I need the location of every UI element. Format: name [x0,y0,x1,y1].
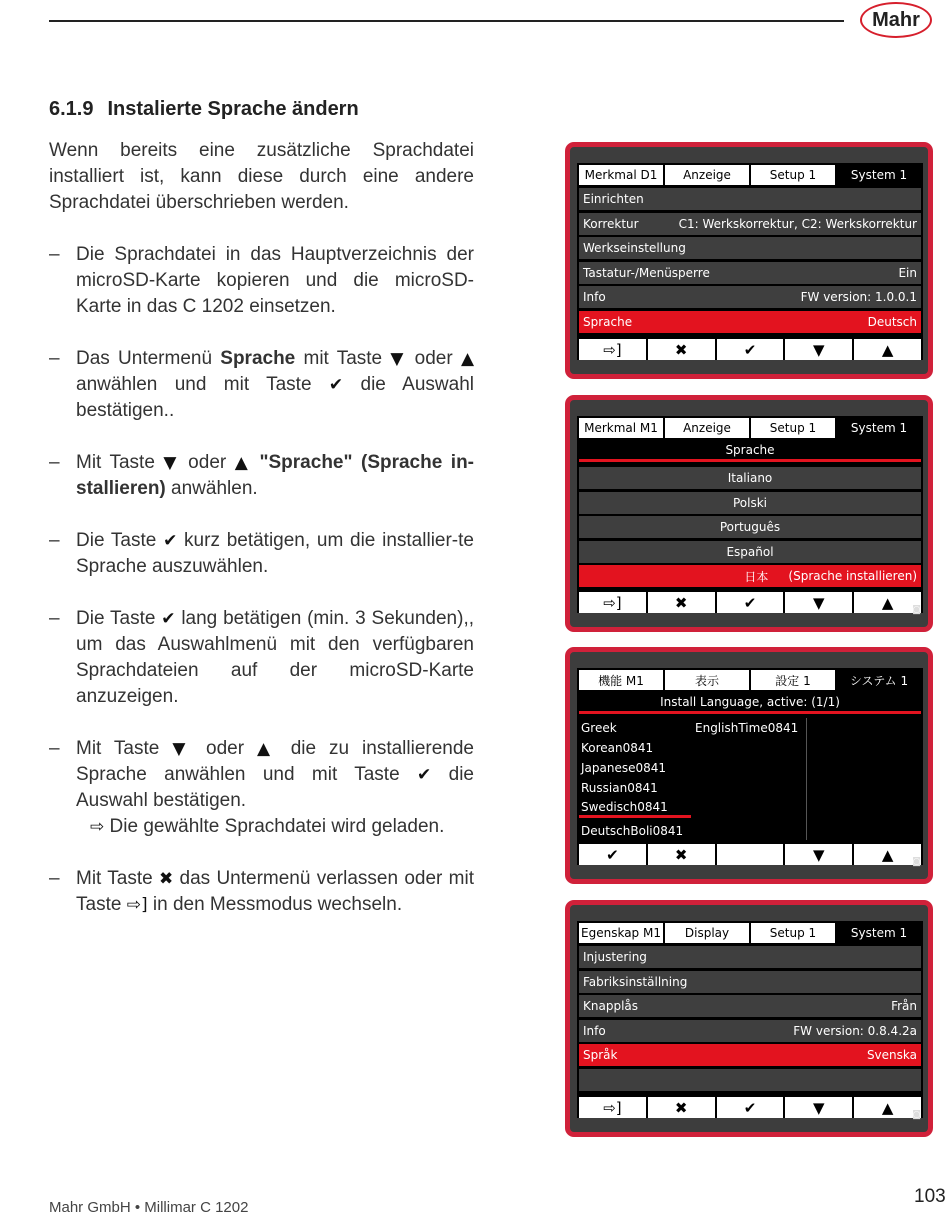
up-icon: ▲ [881,340,894,359]
check-icon: ✔ [163,531,178,551]
check-icon: ✔ [743,1098,757,1117]
file-item[interactable]: Japanese0841 [581,761,667,775]
tab-system[interactable]: System 1 [837,418,921,438]
step-6-result: ⇨ Die gewählte Sprachdatei wird geladen. [90,816,445,837]
intro-paragraph: Wenn bereits eine zusätzliche Sprachdatei installiert ist, kann diese durch eine andere Sprachdatei überschrieben werden. [49,140,474,213]
tab-anzeige[interactable]: Anzeige [665,165,749,185]
down-key[interactable] [785,339,852,360]
check-icon: ✔ [606,845,619,864]
device-screen-system-menu [565,142,933,379]
file-item[interactable]: Greek [581,721,617,735]
submenu-title: Install Language, active: (1/1) [579,692,921,714]
tab-anzeige[interactable]: 表示 [665,670,749,690]
cross-key[interactable] [648,592,715,613]
up-icon: ▲ [234,453,251,473]
menu-row-fabriksinstallning[interactable]: Fabriksinställning [579,971,921,993]
language-row[interactable]: Polski [579,492,921,514]
language-row-selected[interactable]: 日本 (Sprache installieren) [579,565,921,587]
empty-key[interactable] [717,844,784,865]
mahr-logo: Mahr [860,2,932,38]
file-item[interactable]: Russian0841 [581,781,658,795]
cross-icon: ✖ [158,869,174,889]
section-number: 6.1.9 [49,98,94,120]
down-icon: ▼ [813,845,825,864]
menu-row-sprak[interactable]: Språk Svenska [579,1044,921,1066]
language-file-list-2 [693,718,805,738]
step-5: – Die Taste ✔ lang betätigen (min. 3 Sekunden),, um das Auswahlmenü mit den verfügbaren Sprachdateien auf der microSD-Karte anzuzeigen. [49,608,474,707]
cross-icon: ✖ [674,593,688,612]
tab-system[interactable]: System 1 [837,165,921,185]
device-screen-install-language [565,647,933,884]
tab-setup[interactable]: Setup 1 [751,165,835,185]
step-6: – Mit Taste ▼ oder ▲ die zu installierende Sprache anwählen und mit Taste ✔ die Auswahl bestätigen. ⇨ Die gewählte Sprachdatei wird geladen. [49,736,474,840]
cross-key[interactable] [648,844,715,865]
device-screen-language-list [565,395,933,632]
menu-row-korrektur[interactable]: Korrektur C1: Werkskorrektur, C2: Werkskorrektur [579,213,921,235]
header-rule [49,20,844,22]
exit-key[interactable] [579,339,646,360]
up-key[interactable] [854,339,921,360]
check-icon: ✔ [417,765,432,785]
step-2: – Das Untermenü Sprache mit Taste ▼ oder ▲ anwählen und mit Taste ✔ die Auswahl bestätigen.. [49,348,475,421]
down-key[interactable] [785,1097,852,1118]
up-icon: ▲ [881,1098,894,1117]
camera-icon: ◙ [912,605,921,615]
tab-anzeige[interactable]: Anzeige [665,418,749,438]
exit-icon: ⇨] [603,593,622,612]
language-row[interactable]: Português [579,516,921,538]
menu-row-menuesperre[interactable]: Tastatur-/Menüsperre Ein [579,262,921,284]
instructions [49,138,474,944]
menu-row-info[interactable]: Info FW version: 0.8.4.2a [579,1020,921,1042]
check-key[interactable] [717,339,784,360]
exit-key[interactable] [579,592,646,613]
menu-row-knapplas[interactable]: Knapplås Från [579,995,921,1017]
file-item-selected[interactable]: Swedisch0841 [579,798,691,818]
exit-icon: ⇨] [126,895,148,915]
cross-key[interactable] [648,1097,715,1118]
file-item[interactable]: EnglishTime0841 [695,721,799,735]
language-row[interactable]: Español [579,541,921,563]
menu-row-injustering[interactable]: Injustering [579,946,921,968]
check-icon: ✔ [743,593,757,612]
tab-merkmal[interactable]: Merkmal M1 [579,418,663,438]
exit-icon: ⇨] [603,340,622,359]
check-key[interactable] [717,1097,784,1118]
step-7: – Mit Taste ✖ das Untermenü verlassen oder mit Taste ⇨] in den Messmodus wechseln. [49,868,474,915]
down-icon: ▼ [813,340,825,359]
cross-key[interactable] [648,339,715,360]
down-icon: ▼ [813,593,825,612]
exit-key[interactable] [579,1097,646,1118]
up-icon: ▲ [881,845,894,864]
section-title-text: Instalierte Sprache ändern [107,98,359,120]
check-icon: ✔ [743,340,757,359]
down-icon: ▼ [172,739,194,759]
cross-icon: ✖ [674,340,688,359]
language-row[interactable]: Italiano [579,467,921,489]
up-icon: ▲ [257,739,278,759]
tab-system[interactable]: System 1 [837,923,921,943]
file-item[interactable]: DeutschBoli0841 [581,824,684,838]
step-list [49,242,474,918]
step-4: – Die Taste ✔ kurz betätigen, um die installier-te Sprache auszuwählen. [49,530,474,577]
cross-icon: ✖ [674,1098,688,1117]
tab-egenskap[interactable]: Egenskap M1 [579,923,663,943]
tab-display[interactable]: Display [665,923,749,943]
footer-company: Mahr GmbH • Millimar C 1202 [49,1199,249,1216]
section-title [49,98,359,121]
device-screen-swedish-menu [565,900,933,1137]
down-icon: ▼ [163,453,180,473]
language-file-list [579,718,691,841]
column-divider [806,718,807,840]
check-key[interactable] [717,592,784,613]
menu-row-empty [579,1069,921,1091]
page-number: 103 [914,1186,946,1207]
menu-row-werkseinstellung[interactable]: Werkseinstellung [579,237,921,259]
up-icon: ▲ [460,349,475,369]
result-arrow-icon: ⇨ [90,817,105,837]
up-key[interactable] [854,1097,921,1118]
up-key[interactable] [854,592,921,613]
down-key[interactable] [785,592,852,613]
down-icon: ▼ [390,349,407,369]
tab-system[interactable]: システム 1 [837,670,921,690]
up-key[interactable] [854,844,921,865]
step-1: – Die Sprachdatei in das Hauptverzeichnis der microSD-Karte kopieren und die microSD-Karte in das C 1202 einsetzen. [49,244,474,317]
tab-setup[interactable]: 設定 1 [751,670,835,690]
tab-setup[interactable]: Setup 1 [751,923,835,943]
check-key[interactable] [579,844,646,865]
file-item[interactable]: Korean0841 [581,741,654,755]
menu-row-sprache[interactable]: Sprache Deutsch [579,311,921,333]
menu-row-einrichten[interactable]: Einrichten [579,188,921,210]
tab-merkmal[interactable]: Merkmal D1 [579,165,663,185]
down-icon: ▼ [813,1098,825,1117]
tab-merkmal[interactable]: 機能 M1 [579,670,663,690]
exit-icon: ⇨] [603,1098,622,1117]
check-icon: ✔ [161,609,176,629]
submenu-title: Sprache [579,440,921,462]
camera-icon: ◙ [912,857,921,867]
check-icon: ✔ [328,375,344,395]
step-3: – Mit Taste ▼ oder ▲ "Sprache" (Sprache in-stallieren) anwählen. [49,452,474,499]
tab-setup[interactable]: Setup 1 [751,418,835,438]
up-icon: ▲ [881,593,894,612]
cross-icon: ✖ [674,845,688,864]
down-key[interactable] [785,844,852,865]
menu-row-info[interactable]: Info FW version: 1.0.0.1 [579,286,921,308]
camera-icon: ◙ [912,1110,921,1120]
